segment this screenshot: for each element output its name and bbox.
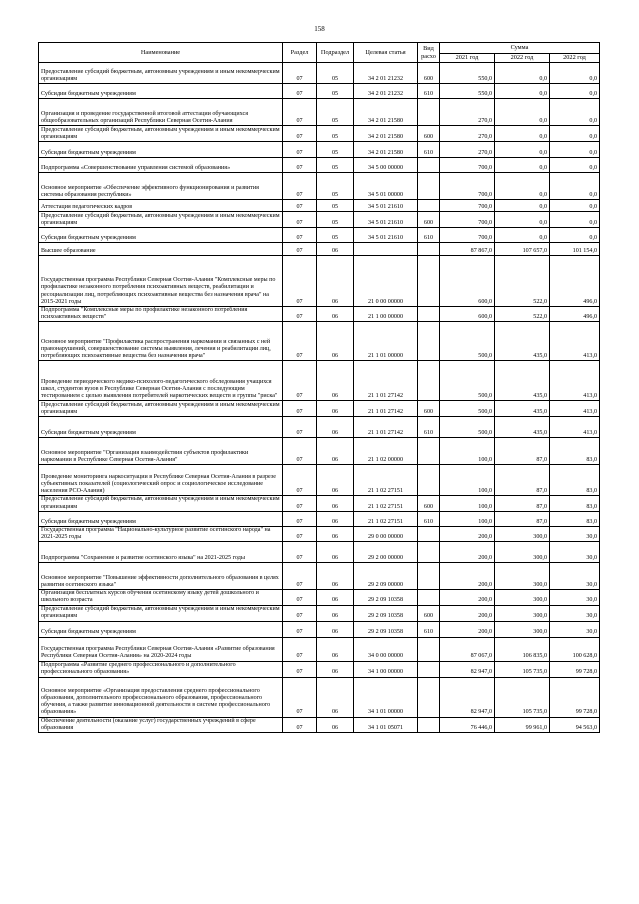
table-row	[39, 677, 600, 717]
row-sum-2022: 435,0	[495, 322, 550, 361]
row-name: Основное мероприятие "Организация взаимодействия субъектов профилактики наркомании в Республике Северная Осетия-Алания"	[39, 438, 283, 465]
row-podrazdel: 05	[317, 228, 354, 243]
row-podrazdel: 06	[317, 417, 354, 438]
row-razdel: 07	[283, 84, 317, 99]
table-body	[39, 63, 600, 733]
row-sum-2021: 700,0	[440, 228, 495, 243]
row-razdel: 07	[283, 158, 317, 173]
row-expense-type: 600	[418, 212, 440, 228]
row-expense-type	[418, 99, 440, 126]
row-expense-type	[418, 361, 440, 401]
row-target-article: 29 2 09 10358	[354, 621, 418, 637]
row-razdel: 07	[283, 637, 317, 661]
row-expense-type: 600	[418, 496, 440, 511]
row-razdel: 07	[283, 212, 317, 228]
table-row	[39, 417, 600, 438]
row-sum-2022b: 30,0	[550, 542, 600, 563]
table-row	[39, 126, 600, 142]
row-expense-type: 610	[418, 511, 440, 526]
row-target-article: 34 5 01 21610	[354, 212, 418, 228]
row-name: Субсидии бюджетным учреждениям	[39, 621, 283, 637]
row-expense-type	[418, 438, 440, 465]
row-target-article: 21 1 02 27151	[354, 465, 418, 496]
row-name: Подпрограмма «Развитие среднего профессионального и дополнительного профессионального образования»	[39, 661, 283, 677]
row-name: Высшее образование	[39, 243, 283, 256]
row-target-article: 34 2 01 21580	[354, 126, 418, 142]
row-razdel: 07	[283, 417, 317, 438]
table-row	[39, 438, 600, 465]
row-target-article: 34 2 01 21232	[354, 63, 418, 84]
row-name: Основное мероприятие «Организация предоставления среднего профессионального образования, дополнительного профессионального образования, профессионального обучения, а также развитие инновационной деятельности в системе профессионального образования»	[39, 677, 283, 717]
row-sum-2022: 87,0	[495, 496, 550, 511]
row-target-article	[354, 243, 418, 256]
row-sum-2022b: 0,0	[550, 142, 600, 158]
table-row	[39, 605, 600, 621]
row-name: Аттестация педагогических кадров	[39, 200, 283, 212]
row-sum-2022b: 0,0	[550, 212, 600, 228]
row-sum-2022b: 94 563,0	[550, 717, 600, 732]
row-sum-2022: 87,0	[495, 465, 550, 496]
row-razdel: 07	[283, 438, 317, 465]
table-row	[39, 212, 600, 228]
row-sum-2021: 500,0	[440, 401, 495, 417]
header-razdel: Раздел	[283, 43, 317, 63]
row-sum-2021: 200,0	[440, 526, 495, 541]
row-razdel: 07	[283, 307, 317, 322]
row-expense-type	[418, 158, 440, 173]
row-sum-2021: 700,0	[440, 173, 495, 200]
row-podrazdel: 06	[317, 322, 354, 361]
table-row	[39, 590, 600, 605]
row-sum-2022: 522,0	[495, 307, 550, 322]
row-target-article: 21 1 01 00000	[354, 322, 418, 361]
row-podrazdel: 06	[317, 542, 354, 563]
row-name: Предоставление субсидий бюджетным, автономным учреждениям и иным некоммерческим организациям	[39, 126, 283, 142]
row-podrazdel: 06	[317, 677, 354, 717]
row-podrazdel: 05	[317, 158, 354, 173]
row-sum-2021: 700,0	[440, 158, 495, 173]
row-name: Государственная программа Республики Северная Осетия-Алания "Комплексные меры по профилактике незаконного потребления психоактивных веществ, реабилитации и ресоциализации лиц, потребляющих психоактивные вещества без назначения врача" на 2015-2021 годы	[39, 256, 283, 307]
row-expense-type: 610	[418, 142, 440, 158]
row-podrazdel: 06	[317, 717, 354, 732]
row-sum-2022: 107 657,0	[495, 243, 550, 256]
row-expense-type: 600	[418, 126, 440, 142]
row-name: Основное мероприятие "Повышение эффективности дополнительного образования в целях развития осетинского языка"	[39, 563, 283, 590]
row-sum-2021: 550,0	[440, 63, 495, 84]
row-razdel: 07	[283, 526, 317, 541]
row-razdel: 07	[283, 322, 317, 361]
row-expense-type: 610	[418, 417, 440, 438]
header-year-2021: 2021 год	[440, 54, 495, 63]
row-name: Организация и проведение государственной итоговой аттестации обучающихся общеобразовательных организаций Республики Северная Осетия-Алания	[39, 99, 283, 126]
row-razdel: 07	[283, 542, 317, 563]
row-sum-2022: 99 961,0	[495, 717, 550, 732]
row-podrazdel: 06	[317, 465, 354, 496]
row-podrazdel: 06	[317, 511, 354, 526]
row-target-article: 34 1 00 00000	[354, 661, 418, 677]
row-sum-2021: 87 067,0	[440, 637, 495, 661]
row-sum-2022: 0,0	[495, 200, 550, 212]
row-razdel: 07	[283, 142, 317, 158]
row-sum-2022b: 413,0	[550, 417, 600, 438]
row-sum-2021: 100,0	[440, 438, 495, 465]
row-name: Государственная программа Республики Северная Осетия-Алания «Развитие образования Республики Северная Осетия-Алания» на 2020-2024 годы	[39, 637, 283, 661]
table-row	[39, 142, 600, 158]
row-target-article: 29 2 00 00000	[354, 542, 418, 563]
row-sum-2022b: 99 728,0	[550, 677, 600, 717]
row-sum-2021: 600,0	[440, 307, 495, 322]
row-sum-2022: 300,0	[495, 563, 550, 590]
row-sum-2022b: 0,0	[550, 84, 600, 99]
row-sum-2022: 0,0	[495, 142, 550, 158]
row-target-article: 21 1 00 00000	[354, 307, 418, 322]
table-row	[39, 322, 600, 361]
row-name: Государственная программа "Национально-культурное развитие осетинского народа" на 2021-2025 годы	[39, 526, 283, 541]
row-sum-2022: 105 735,0	[495, 661, 550, 677]
row-sum-2021: 500,0	[440, 322, 495, 361]
row-expense-type: 610	[418, 84, 440, 99]
row-sum-2022b: 0,0	[550, 158, 600, 173]
row-sum-2021: 500,0	[440, 361, 495, 401]
row-podrazdel: 06	[317, 621, 354, 637]
row-sum-2022: 87,0	[495, 511, 550, 526]
row-sum-2022b: 83,0	[550, 511, 600, 526]
row-razdel: 07	[283, 717, 317, 732]
row-target-article: 21 1 02 27151	[354, 511, 418, 526]
row-podrazdel: 06	[317, 307, 354, 322]
row-expense-type: 610	[418, 228, 440, 243]
row-razdel: 07	[283, 126, 317, 142]
row-expense-type	[418, 717, 440, 732]
table-row	[39, 717, 600, 732]
row-razdel: 07	[283, 465, 317, 496]
header-name: Наименование	[39, 43, 283, 63]
row-podrazdel: 06	[317, 661, 354, 677]
row-name: Организация бесплатных курсов обучения осетинскому языку детей дошкольного и школьного возраста	[39, 590, 283, 605]
row-target-article: 29 2 09 10358	[354, 590, 418, 605]
row-name: Субсидии бюджетным учреждениям	[39, 417, 283, 438]
row-sum-2022: 106 835,0	[495, 637, 550, 661]
row-target-article: 34 5 00 00000	[354, 158, 418, 173]
row-target-article: 34 2 01 21232	[354, 84, 418, 99]
row-target-article: 29 2 09 10358	[354, 605, 418, 621]
row-sum-2022: 0,0	[495, 158, 550, 173]
row-podrazdel: 06	[317, 563, 354, 590]
row-sum-2022: 0,0	[495, 126, 550, 142]
row-target-article: 34 1 01 00000	[354, 677, 418, 717]
row-razdel: 07	[283, 661, 317, 677]
row-name: Основное мероприятие «Обеспечение эффективного функционирования и развития системы образования республики»	[39, 173, 283, 200]
row-sum-2022: 0,0	[495, 99, 550, 126]
table-row	[39, 542, 600, 563]
row-sum-2021: 82 947,0	[440, 661, 495, 677]
row-sum-2021: 100,0	[440, 496, 495, 511]
row-sum-2021: 82 947,0	[440, 677, 495, 717]
table-row	[39, 361, 600, 401]
row-expense-type	[418, 173, 440, 200]
table-row	[39, 465, 600, 496]
row-target-article: 34 2 01 21580	[354, 142, 418, 158]
table-row	[39, 228, 600, 243]
row-razdel: 07	[283, 99, 317, 126]
row-expense-type	[418, 590, 440, 605]
row-name: Подпрограмма "Комплексные меры по профилактике незаконного потребления психоактивных веществ"	[39, 307, 283, 322]
header-expense-type: Вид расхо	[418, 43, 440, 63]
row-name: Предоставление субсидий бюджетным, автономным учреждениям и иным некоммерческим организациям	[39, 496, 283, 511]
row-target-article: 29 0 00 00000	[354, 526, 418, 541]
row-podrazdel: 06	[317, 605, 354, 621]
row-sum-2022b: 496,0	[550, 256, 600, 307]
row-expense-type	[418, 243, 440, 256]
row-expense-type	[418, 677, 440, 717]
row-razdel: 07	[283, 243, 317, 256]
row-sum-2021: 700,0	[440, 200, 495, 212]
row-sum-2021: 270,0	[440, 126, 495, 142]
table-row	[39, 173, 600, 200]
row-razdel: 07	[283, 677, 317, 717]
row-expense-type	[418, 465, 440, 496]
row-sum-2022: 105 735,0	[495, 677, 550, 717]
row-expense-type: 610	[418, 621, 440, 637]
row-sum-2022b: 30,0	[550, 590, 600, 605]
table-row	[39, 526, 600, 541]
table-row	[39, 511, 600, 526]
row-name: Основное мероприятие "Профилактика распространения наркомании и связанных с ней правонарушений, совершенствование системы выявления, лечения и реабилитации лиц, потребляющих психоактивные вещества без назначения врача"	[39, 322, 283, 361]
row-sum-2022b: 0,0	[550, 63, 600, 84]
row-podrazdel: 05	[317, 173, 354, 200]
row-sum-2022b: 99 728,0	[550, 661, 600, 677]
row-sum-2021: 200,0	[440, 621, 495, 637]
row-razdel: 07	[283, 563, 317, 590]
row-sum-2022b: 83,0	[550, 438, 600, 465]
row-sum-2021: 200,0	[440, 563, 495, 590]
row-podrazdel: 06	[317, 496, 354, 511]
row-expense-type	[418, 200, 440, 212]
row-podrazdel: 05	[317, 142, 354, 158]
table-row	[39, 243, 600, 256]
row-expense-type	[418, 637, 440, 661]
table-row	[39, 84, 600, 99]
row-expense-type	[418, 307, 440, 322]
row-target-article: 34 0 00 00000	[354, 637, 418, 661]
row-expense-type: 600	[418, 63, 440, 84]
row-podrazdel: 05	[317, 126, 354, 142]
row-sum-2022b: 413,0	[550, 401, 600, 417]
row-name: Подпрограмма «Совершенствование управления системой образования»	[39, 158, 283, 173]
row-name: Предоставление субсидий бюджетным, автономным учреждениям и иным некоммерческим организациям	[39, 212, 283, 228]
row-sum-2022b: 0,0	[550, 173, 600, 200]
row-sum-2022: 435,0	[495, 361, 550, 401]
row-sum-2021: 87 867,0	[440, 243, 495, 256]
row-sum-2022: 0,0	[495, 212, 550, 228]
row-sum-2021: 700,0	[440, 212, 495, 228]
row-sum-2022b: 30,0	[550, 563, 600, 590]
row-name: Предоставление субсидий бюджетным, автономным учреждениям и иным некоммерческим организациям	[39, 63, 283, 84]
table-row	[39, 637, 600, 661]
row-target-article: 21 1 01 27142	[354, 401, 418, 417]
header-year-2022: 2022 год	[495, 54, 550, 63]
row-razdel: 07	[283, 605, 317, 621]
row-sum-2022b: 413,0	[550, 322, 600, 361]
row-podrazdel: 06	[317, 256, 354, 307]
row-expense-type	[418, 526, 440, 541]
row-target-article: 21 1 02 00000	[354, 438, 418, 465]
row-sum-2021: 270,0	[440, 142, 495, 158]
row-target-article: 21 0 00 00000	[354, 256, 418, 307]
row-target-article: 21 1 01 27142	[354, 361, 418, 401]
row-razdel: 07	[283, 496, 317, 511]
row-sum-2022: 0,0	[495, 84, 550, 99]
page-number: 158	[314, 25, 325, 33]
header-sum: Сумма	[440, 43, 600, 54]
row-name: Субсидии бюджетным учреждениям	[39, 228, 283, 243]
row-expense-type	[418, 661, 440, 677]
row-name: Предоставление субсидий бюджетным, автономным учреждениям и иным некоммерческим организациям	[39, 401, 283, 417]
budget-table	[38, 42, 600, 733]
row-sum-2022: 0,0	[495, 63, 550, 84]
row-target-article: 21 1 01 27142	[354, 417, 418, 438]
row-sum-2021: 100,0	[440, 465, 495, 496]
row-sum-2022: 300,0	[495, 590, 550, 605]
row-sum-2022: 522,0	[495, 256, 550, 307]
row-expense-type	[418, 542, 440, 563]
row-sum-2022: 300,0	[495, 605, 550, 621]
row-name: Обеспечение деятельности (оказание услуг) государственных учреждений в сфере образования	[39, 717, 283, 732]
row-podrazdel: 06	[317, 401, 354, 417]
table-header	[39, 43, 600, 63]
row-razdel: 07	[283, 511, 317, 526]
table-row	[39, 99, 600, 126]
row-podrazdel: 06	[317, 361, 354, 401]
row-sum-2022: 300,0	[495, 542, 550, 563]
row-sum-2022b: 0,0	[550, 228, 600, 243]
row-name: Субсидии бюджетным учреждениям	[39, 511, 283, 526]
table-row	[39, 401, 600, 417]
row-sum-2022b: 100 628,0	[550, 637, 600, 661]
row-target-article: 29 2 09 00000	[354, 563, 418, 590]
row-target-article: 34 5 01 21610	[354, 200, 418, 212]
row-sum-2021: 600,0	[440, 256, 495, 307]
header-podrazdel: Подраздел	[317, 43, 354, 63]
row-expense-type	[418, 322, 440, 361]
table-row	[39, 307, 600, 322]
row-sum-2022: 300,0	[495, 526, 550, 541]
row-target-article: 21 1 02 27151	[354, 496, 418, 511]
row-sum-2022b: 0,0	[550, 99, 600, 126]
row-razdel: 07	[283, 63, 317, 84]
row-razdel: 07	[283, 173, 317, 200]
table-row	[39, 63, 600, 84]
row-sum-2022b: 0,0	[550, 200, 600, 212]
row-target-article: 34 2 01 21580	[354, 99, 418, 126]
row-sum-2021: 200,0	[440, 605, 495, 621]
row-sum-2022: 0,0	[495, 173, 550, 200]
row-podrazdel: 06	[317, 243, 354, 256]
row-sum-2022: 87,0	[495, 438, 550, 465]
row-razdel: 07	[283, 590, 317, 605]
row-podrazdel: 06	[317, 590, 354, 605]
row-sum-2022b: 83,0	[550, 496, 600, 511]
row-podrazdel: 05	[317, 212, 354, 228]
row-sum-2022: 435,0	[495, 401, 550, 417]
row-podrazdel: 05	[317, 200, 354, 212]
row-podrazdel: 06	[317, 637, 354, 661]
table-row	[39, 256, 600, 307]
header-target-article: Целевая статья	[354, 43, 418, 63]
row-sum-2022b: 496,0	[550, 307, 600, 322]
row-name: Субсидии бюджетным учреждениям	[39, 84, 283, 99]
row-sum-2021: 100,0	[440, 511, 495, 526]
row-sum-2022: 435,0	[495, 417, 550, 438]
table-row	[39, 621, 600, 637]
row-name: Проведение мониторинга наркоситуации в Республике Северная Осетия-Алания в разрезе субъективных показателей (социологический опрос и социологическое исследование населения РСО-Алания)	[39, 465, 283, 496]
table-row	[39, 661, 600, 677]
row-sum-2022b: 30,0	[550, 621, 600, 637]
row-name: Проведение периодического медико-психолого-педагогического обследования учащихся школ, студентов вузов в Республике Северная Осетия-Алания с последующим тестированием с целью выявления потребителей наркотических веществ и группы "риска"	[39, 361, 283, 401]
row-razdel: 07	[283, 256, 317, 307]
row-podrazdel: 06	[317, 526, 354, 541]
row-target-article: 34 5 01 00000	[354, 173, 418, 200]
row-sum-2021: 200,0	[440, 542, 495, 563]
row-sum-2022b: 101 154,0	[550, 243, 600, 256]
table-row	[39, 200, 600, 212]
row-sum-2022b: 30,0	[550, 526, 600, 541]
row-sum-2021: 76 446,0	[440, 717, 495, 732]
row-razdel: 07	[283, 621, 317, 637]
row-name: Подпрограмма "Сохранение и развитие осетинского языка" на 2021-2025 годы	[39, 542, 283, 563]
row-podrazdel: 05	[317, 84, 354, 99]
row-razdel: 07	[283, 200, 317, 212]
row-sum-2022b: 83,0	[550, 465, 600, 496]
row-sum-2022: 0,0	[495, 228, 550, 243]
row-sum-2022b: 413,0	[550, 361, 600, 401]
row-sum-2021: 270,0	[440, 99, 495, 126]
row-podrazdel: 05	[317, 63, 354, 84]
row-sum-2021: 500,0	[440, 417, 495, 438]
row-sum-2022: 300,0	[495, 621, 550, 637]
row-razdel: 07	[283, 361, 317, 401]
row-name: Субсидии бюджетным учреждениям	[39, 142, 283, 158]
row-sum-2022b: 30,0	[550, 605, 600, 621]
header-year-2022b: 2022 год	[550, 54, 600, 63]
row-target-article: 34 5 01 21610	[354, 228, 418, 243]
row-podrazdel: 06	[317, 438, 354, 465]
table-row	[39, 563, 600, 590]
row-target-article: 34 1 01 05071	[354, 717, 418, 732]
row-name: Предоставление субсидий бюджетным, автономным учреждениям и иным некоммерческим организациям	[39, 605, 283, 621]
table-row	[39, 158, 600, 173]
table-row	[39, 496, 600, 511]
row-razdel: 07	[283, 228, 317, 243]
row-expense-type	[418, 256, 440, 307]
row-expense-type	[418, 563, 440, 590]
row-sum-2022b: 0,0	[550, 126, 600, 142]
row-razdel: 07	[283, 401, 317, 417]
row-expense-type: 600	[418, 605, 440, 621]
row-sum-2021: 550,0	[440, 84, 495, 99]
row-expense-type: 600	[418, 401, 440, 417]
row-podrazdel: 05	[317, 99, 354, 126]
row-sum-2021: 200,0	[440, 590, 495, 605]
